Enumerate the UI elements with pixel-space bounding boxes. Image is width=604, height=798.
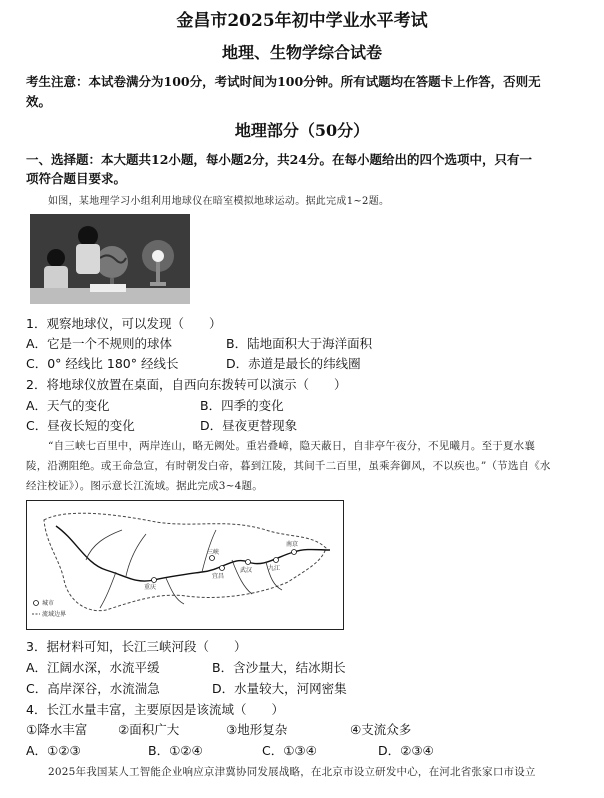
question-4-stem: 4．长江水量丰富，主要原因是该流域（ ）	[26, 702, 284, 717]
q4-item-3: ③地形复杂	[226, 722, 288, 737]
yangtze-basin-map	[26, 500, 344, 630]
city-label-wuhan: 武汉	[240, 567, 253, 574]
legend-city-label: 城市	[42, 600, 55, 607]
q4-item-1: ①降水丰富	[26, 722, 88, 737]
q2-option-b[interactable]: B．四季的变化	[200, 398, 284, 413]
q4-option-a[interactable]: A．①②③	[26, 743, 81, 758]
q4-option-d[interactable]: D．②③④	[378, 743, 434, 758]
passage-line-1: “自三峡七百里中，两岸连山，略无阙处。重岩叠嶂，隐天蔽日，自非亭午夜分，不见曦月。至于夏水襄	[48, 440, 536, 452]
city-label-jiujiang: 九江	[268, 565, 281, 572]
q4-item-4: ④支流众多	[350, 722, 412, 737]
q2-option-d[interactable]: D．昼夜更替现象	[200, 418, 298, 433]
notice-line-1: 考生注意：本试卷满分为100分，考试时间为100分钟。所有试题均在答题卡上作答，否则无	[26, 74, 541, 89]
q4-option-c[interactable]: C．①③④	[262, 743, 317, 758]
q4-item-2: ②面积广大	[118, 722, 180, 737]
q3-option-a[interactable]: A．江阔水深，水流平缓	[26, 660, 160, 675]
instruction-line-2: 项符合题目要求。	[26, 171, 127, 186]
passage-line-2: 陵，沿溯阻绝。或王命急宣，有时朝发白帝，暮到江陵，其间千二百里，虽乘奔御风，不以疾也。”（节选自《水	[26, 460, 551, 472]
exam-title: 金昌市2025年初中学业水平考试	[176, 11, 428, 31]
q4-option-b[interactable]: B．①②④	[148, 743, 203, 758]
legend-boundary-label: 流域边界	[42, 611, 67, 618]
q3-option-c[interactable]: C．高岸深谷，水流湍急	[26, 681, 160, 696]
q2-option-a[interactable]: A．天气的变化	[26, 398, 110, 413]
question-2-stem: 2．将地球仪放置在桌面，自西向东拨转可以演示（ ）	[26, 377, 347, 392]
q1-option-a[interactable]: A．它是一个不规则的球体	[26, 336, 173, 351]
section-title: 地理部分（50分）	[234, 121, 370, 140]
instruction-line-1: 一、选择题：本大题共12小题，每小题2分，共24分。在每小题给出的四个选项中，只有一	[26, 152, 532, 167]
q3-option-b[interactable]: B．含沙量大，结冰期长	[212, 660, 346, 675]
question-3-stem: 3．据材料可知，长江三峡河段（ ）	[26, 639, 247, 654]
exam-subtitle: 地理、生物学综合试卷	[221, 43, 382, 62]
city-label-nanjing: 南京	[286, 541, 299, 548]
city-label-chongqing: 重庆	[144, 584, 157, 591]
q1-option-c[interactable]: C．0° 经线比 180° 经线长	[26, 356, 179, 371]
passage-line-3: 经注校证》）。图示意长江流域。据此完成3~4题。	[26, 480, 263, 492]
q2-option-c[interactable]: C．昼夜长短的变化	[26, 418, 135, 433]
notice-line-2: 效。	[26, 94, 52, 109]
q1-option-d[interactable]: D．赤道是最长的纬线圈	[226, 356, 361, 371]
city-label-sanxia: 三峡	[207, 549, 220, 556]
intro-text: 如图，某地理学习小组利用地球仪在暗室模拟地球运动。据此完成1~2题。	[48, 196, 390, 207]
next-passage-text: 2025年我国某人工智能企业响应京津冀协同发展战略，在北京市设立研发中心，在河北省张家口市设立	[48, 766, 536, 778]
globe-photo	[30, 214, 190, 304]
city-label-yichang: 宜昌	[212, 573, 225, 580]
q3-option-d[interactable]: D．水量较大，河网密集	[212, 681, 347, 696]
question-1-stem: 1．观察地球仪，可以发现（ ）	[26, 316, 222, 331]
q1-option-b[interactable]: B．陆地面积大于海洋面积	[226, 336, 373, 351]
